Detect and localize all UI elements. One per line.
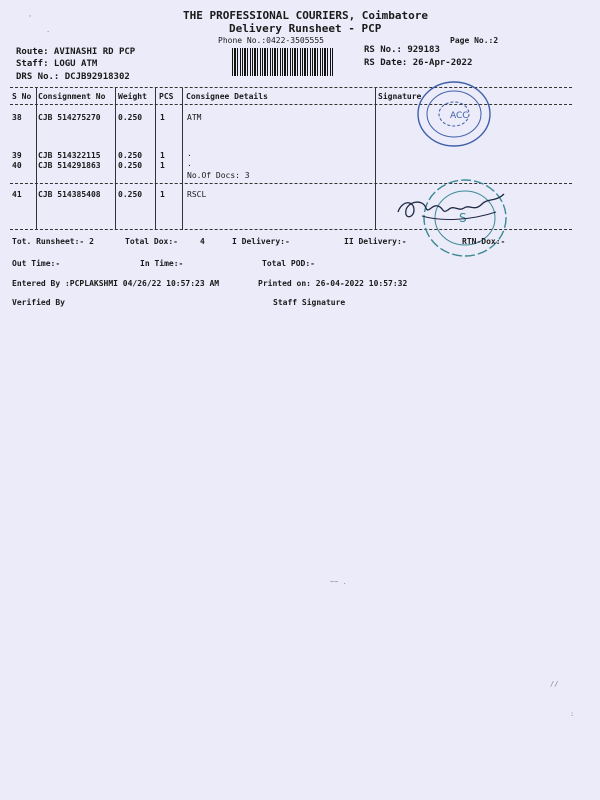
rs-date: RS Date: 26-Apr-2022 [364, 58, 473, 68]
printed-on: Printed on: 26-04-2022 10:57:32 [258, 279, 408, 288]
row-sno: 39 [12, 151, 22, 160]
verified-by: Verified By [12, 298, 65, 307]
drs-number: DRS No.: DCJB92918302 [16, 72, 130, 82]
row-pcs: 1 [160, 161, 165, 170]
stamp-text: ACC [450, 111, 469, 121]
scan-noise: : [570, 710, 575, 718]
entered-by: Entered By :PCPLAKSHMI 04/26/22 10:57:23 AM [12, 279, 220, 288]
column-divider [182, 88, 183, 230]
column-divider [375, 88, 376, 230]
row-details: . [187, 149, 192, 158]
rtn-dox: RTN-Dox:- [462, 237, 506, 246]
col-header-pcs: PCS [159, 92, 174, 101]
column-divider [36, 88, 37, 230]
row-pcs: 1 [160, 151, 165, 160]
handwritten-signature [392, 182, 512, 232]
row-details: ATM [187, 113, 202, 122]
row-sno: 38 [12, 113, 22, 122]
round-stamp-icon [414, 78, 494, 150]
staff-label: Staff: LOGU ATM [16, 59, 98, 69]
row-sno: 40 [12, 161, 22, 170]
row-sno: 41 [12, 190, 22, 199]
col-header-consignment: Consignment No [38, 92, 106, 101]
column-divider [155, 88, 156, 230]
row-consignment: CJB 514275270 [38, 113, 101, 122]
row-weight: 0.250 [118, 151, 143, 160]
total-dox-label: Total Dox:- [125, 237, 178, 246]
page-number: Page No.:2 [450, 36, 499, 45]
col-header-weight: Weight [118, 92, 147, 101]
ii-delivery: II Delivery:- [344, 237, 407, 246]
out-time: Out Time:- [12, 259, 61, 268]
col-header-signature: Signature [378, 92, 422, 101]
col-header-sno: S No [12, 92, 32, 101]
runsheet-title: Delivery Runsheet - PCP [229, 22, 382, 35]
rs-number: RS No.: 929183 [364, 45, 440, 55]
stray-mark: ' [28, 14, 33, 22]
total-pod: Total POD:- [262, 259, 315, 268]
staff-signature-label: Staff Signature [273, 298, 346, 307]
column-divider [115, 88, 116, 230]
seal-text: S [459, 211, 467, 225]
scan-noise: // [550, 680, 559, 688]
row-consignment: CJB 514291863 [38, 161, 101, 170]
doc-count: No.Of Docs: 3 [187, 171, 250, 180]
stray-mark: . [46, 26, 51, 34]
route-label: Route: AVINASHI RD PCP [16, 47, 136, 57]
total-dox-value: 4 [200, 237, 205, 246]
row-consignment: CJB 514322115 [38, 151, 101, 160]
scan-noise: ~~ . [330, 578, 347, 586]
row-pcs: 1 [160, 113, 165, 122]
i-delivery: I Delivery:- [232, 237, 290, 246]
row-details: . [187, 159, 192, 168]
total-runsheet: Tot. Runsheet:- 2 [12, 237, 94, 246]
row-consignment: CJB 514385408 [38, 190, 101, 199]
barcode [232, 48, 334, 76]
row-details: RSCL [187, 190, 207, 199]
phone-number: Phone No.:0422-3505555 [218, 36, 324, 45]
row-weight: 0.250 [118, 190, 143, 199]
row-pcs: 1 [160, 190, 165, 199]
col-header-consignee: Consignee Details [186, 92, 268, 101]
row-weight: 0.250 [118, 161, 143, 170]
company-name: THE PROFESSIONAL COURIERS, Coimbatore [183, 9, 429, 22]
row-weight: 0.250 [118, 113, 143, 122]
in-time: In Time:- [140, 259, 184, 268]
